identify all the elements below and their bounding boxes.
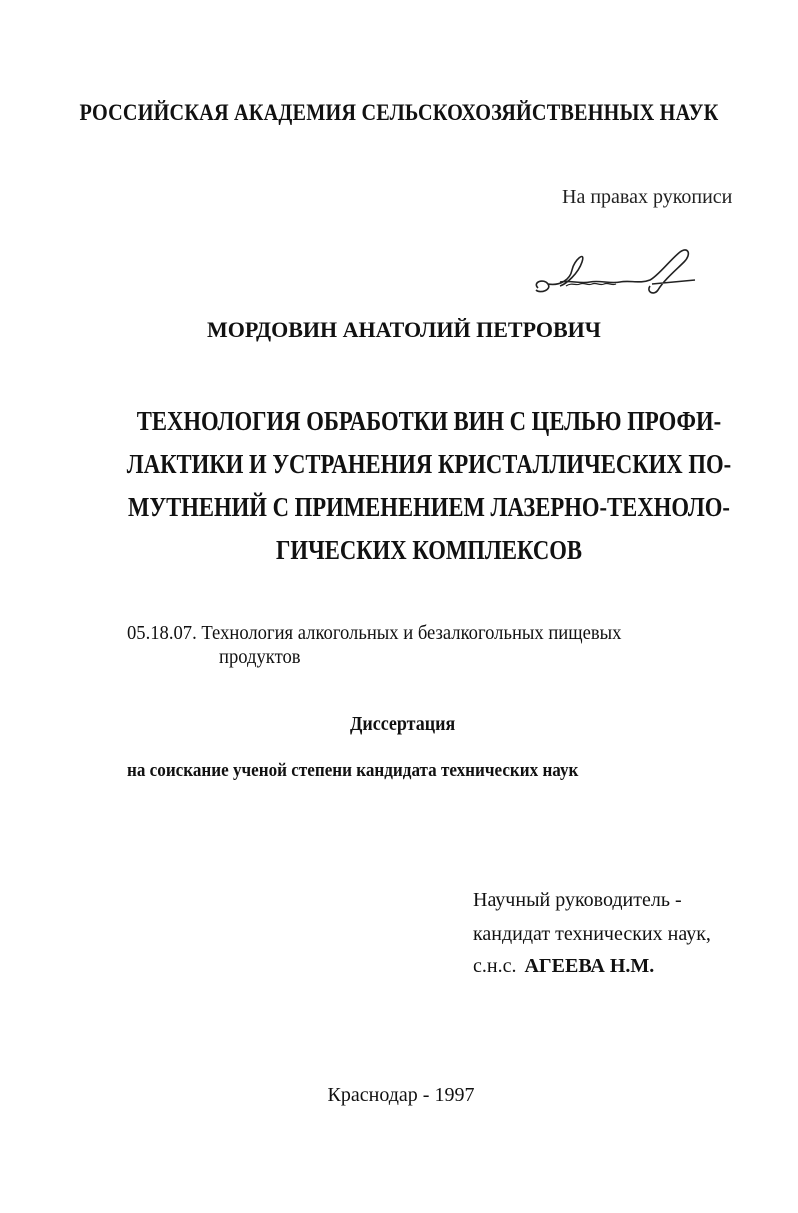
title-line: ГИЧЕСКИХ КОМПЛЕКСОВ	[276, 535, 582, 565]
specialty-code-line: 05.18.07. Технология алкогольных и безалкогольных пищевых	[127, 622, 622, 644]
supervisor-rank: с.н.с.	[473, 955, 517, 977]
place-and-year: Краснодар - 1997	[327, 1084, 475, 1106]
title-line: ЛАКТИКИ И УСТРАНЕНИЯ КРИСТАЛЛИЧЕСКИХ ПО-	[126, 449, 732, 479]
manuscript-rights-note: На правах рукописи	[562, 186, 733, 208]
author-name: МОРДОВИН АНАТОЛИЙ ПЕТРОВИЧ	[207, 317, 601, 342]
dissertation-title	[60, 400, 798, 572]
organization-heading: РОССИЙСКАЯ АКАДЕМИЯ СЕЛЬСКОХОЗЯЙСТВЕННЫХ НАУК	[79, 100, 719, 125]
supervisor-name: АГЕЕВА Н.М.	[524, 955, 655, 977]
title-line: ТЕХНОЛОГИЯ ОБРАБОТКИ ВИН С ЦЕЛЬЮ ПРОФИ-	[136, 406, 722, 436]
supervisor-degree: кандидат технических наук,	[473, 923, 711, 945]
document-type: Диссертация	[349, 713, 456, 735]
supervisor-role: Научный руководитель -	[473, 889, 682, 911]
specialty-continuation: продуктов	[219, 646, 301, 668]
degree-statement: на соискание ученой степени кандидата технических наук	[127, 760, 579, 781]
title-line: МУТНЕНИЙ С ПРИМЕНЕНИЕМ ЛАЗЕРНО-ТЕХНОЛО-	[128, 492, 730, 522]
signature-icon	[530, 240, 700, 300]
supervisor-name-line	[473, 955, 654, 978]
signature-image	[530, 240, 700, 300]
